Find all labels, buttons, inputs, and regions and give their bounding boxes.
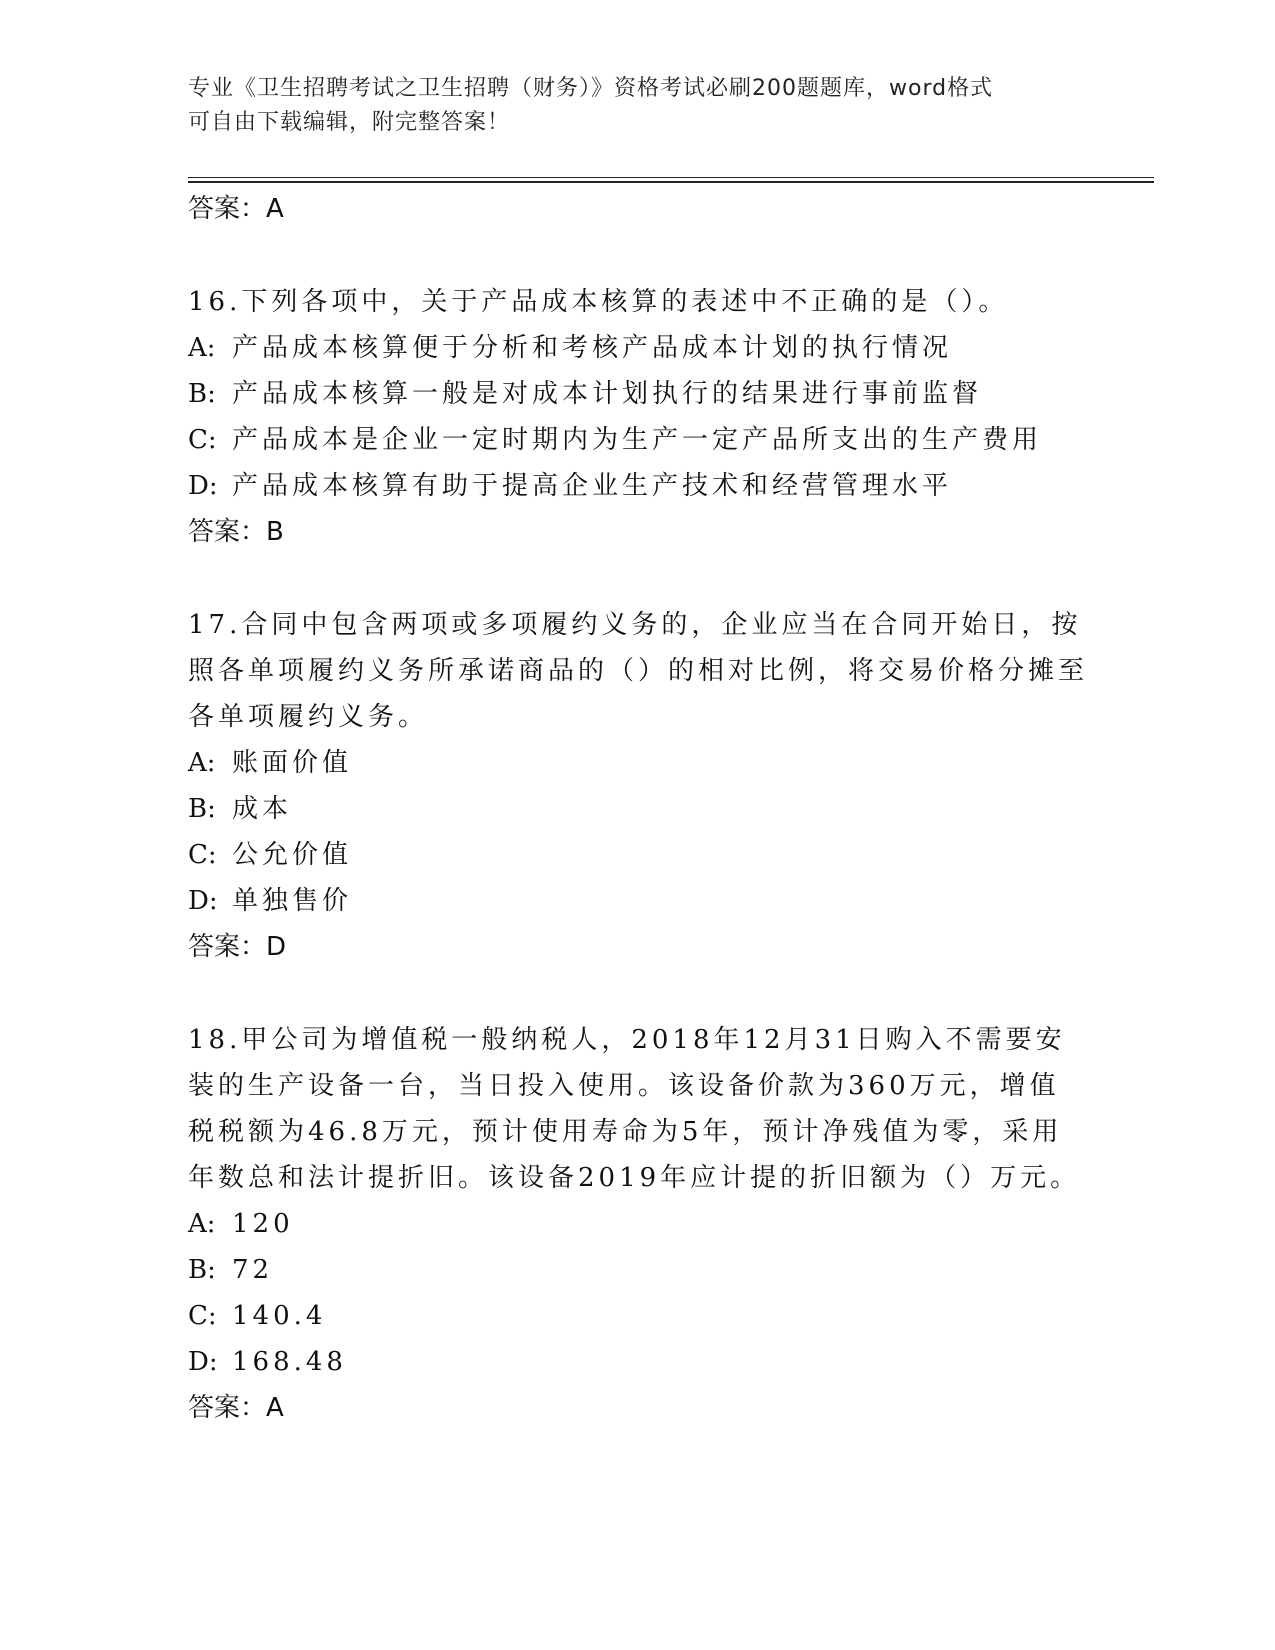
- option-text: 140.4: [232, 1301, 327, 1331]
- header-line-1: 专业《卫生招聘考试之卫生招聘（财务）》资格考试必刷200题题库，word格式: [188, 76, 994, 101]
- option-letter: B:: [188, 1255, 216, 1285]
- option-letter: D:: [188, 1347, 218, 1377]
- answer-line: 答案：D: [188, 932, 287, 962]
- option-a: [188, 1201, 1088, 1247]
- header-rule-thick: [188, 181, 1154, 183]
- header-line-2: 可自由下载编辑，附完整答案！: [188, 110, 511, 135]
- header-rule-thin: [188, 177, 1154, 178]
- option-c: [188, 1293, 1088, 1339]
- page-header: [188, 72, 1068, 140]
- question-text: 17.合同中包含两项或多项履约义务的，企业应当在合同开始日，按照各单项履约义务所承诺商品的（）的相对比例，将交易价格分摊至各单项履约义务。: [188, 610, 1089, 732]
- option-text: 单独售价: [232, 886, 353, 916]
- option-letter: B:: [188, 794, 216, 824]
- option-text: 168.48: [232, 1347, 347, 1377]
- option-text: 产品成本是企业一定时期内为生产一定产品所支出的生产费用: [232, 425, 1043, 455]
- option-d: [188, 1339, 1088, 1385]
- option-text: 72: [232, 1255, 274, 1285]
- previous-answer: 答案：A: [188, 194, 284, 224]
- option-letter: D:: [188, 471, 218, 501]
- option-text: 公允价值: [232, 840, 353, 870]
- option-text: 120: [232, 1209, 294, 1239]
- option-text: 产品成本核算有助于提高企业生产技术和经营管理水平: [232, 471, 953, 501]
- question-block-16: [188, 279, 1088, 555]
- option-b: [188, 371, 1088, 417]
- option-letter: D:: [188, 886, 218, 916]
- option-text: 账面价值: [232, 748, 353, 778]
- option-letter: C:: [188, 840, 217, 870]
- question-block-18: [188, 1017, 1088, 1431]
- option-c: [188, 417, 1088, 463]
- option-d: [188, 878, 1088, 924]
- option-letter: C:: [188, 425, 217, 455]
- option-letter: A:: [188, 1209, 216, 1239]
- question-text: 18.甲公司为增值税一般纳税人，2018年12月31日购入不需要安装的生产设备一台，当日投入使用。该设备价款为360万元，增值税税额为46.8万元，预计使用寿命为5年，预计净残值为零，采用年数总和法计提折旧。该设备2019年应计提的折旧额为（）万元。: [188, 1025, 1081, 1193]
- question-text: 16.下列各项中，关于产品成本核算的表述中不正确的是（）。: [188, 287, 1009, 317]
- option-text: 产品成本核算便于分析和考核产品成本计划的执行情况: [232, 333, 953, 363]
- option-b: [188, 786, 1088, 832]
- option-letter: B:: [188, 379, 216, 409]
- option-c: [188, 832, 1088, 878]
- option-text: 成本: [232, 794, 293, 824]
- question-block-17: [188, 602, 1088, 970]
- option-letter: A:: [188, 333, 216, 363]
- document-body: [188, 186, 1088, 1431]
- option-b: [188, 1247, 1088, 1293]
- answer-line: 答案：B: [188, 517, 284, 547]
- option-text: 产品成本核算一般是对成本计划执行的结果进行事前监督: [232, 379, 983, 409]
- answer-line: 答案：A: [188, 1393, 284, 1423]
- option-d: [188, 463, 1088, 509]
- option-a: [188, 325, 1088, 371]
- option-letter: C:: [188, 1301, 217, 1331]
- option-letter: A:: [188, 748, 216, 778]
- option-a: [188, 740, 1088, 786]
